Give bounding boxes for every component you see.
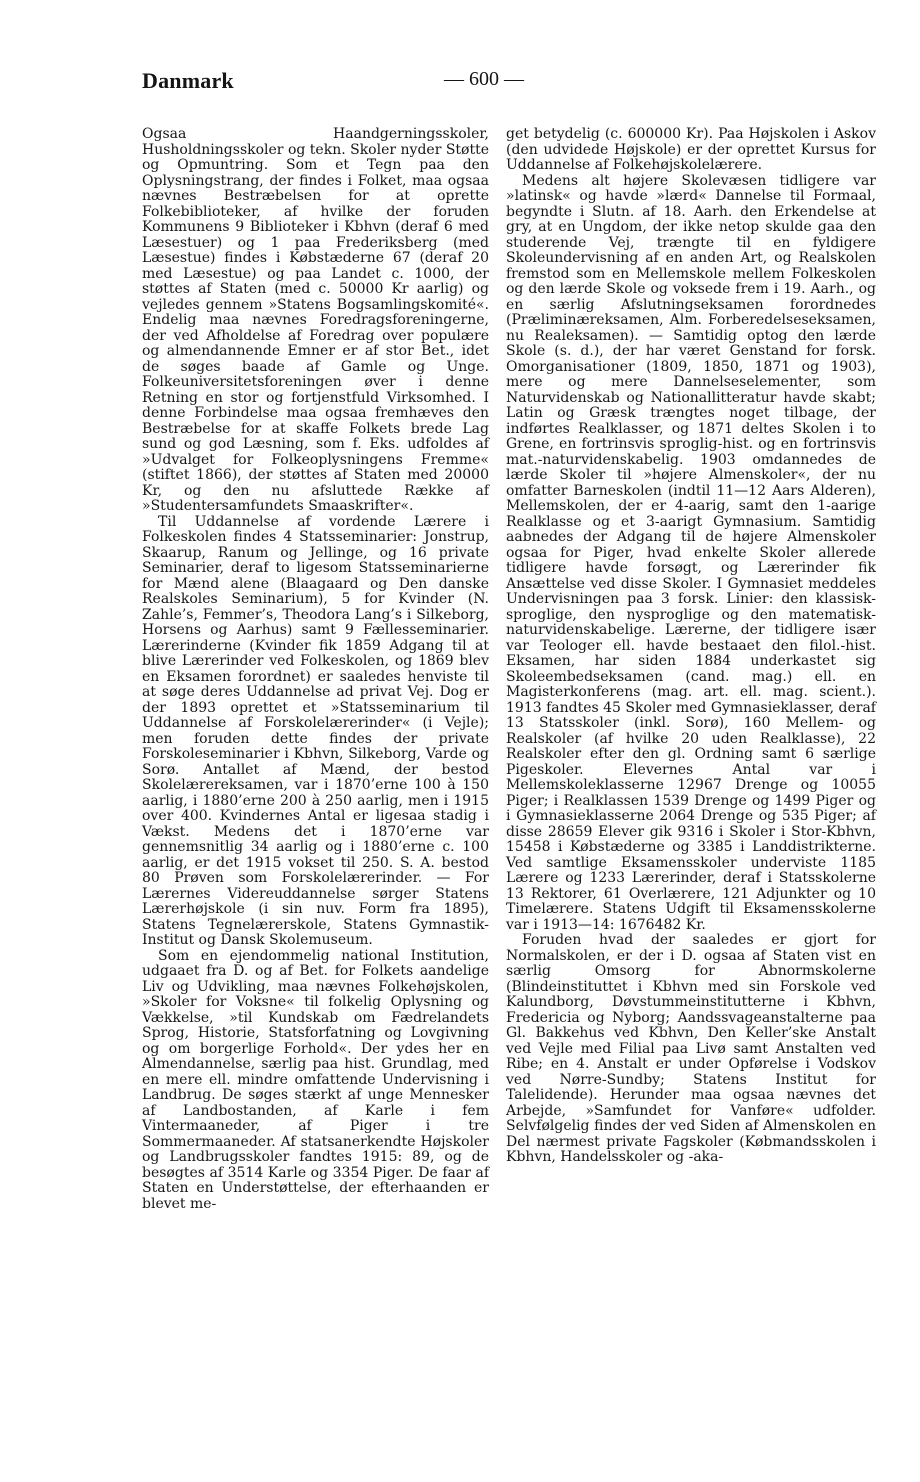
page-number: — 600 — [444, 68, 524, 90]
right-paragraph-2: Medens alt højere Skolevæsen tidligere var »latinsk« og havde »lærd« Dannelse til Formaal, begyndte i Slutn. af 18. Aarh. den Erkendelse at gry, at en Ungdom, der ikke netop skulde gaa den studerende Vej, trængte til en fyldigere Skoleundervisning af en anden Art, og Realskolen fremstod som en Mellemskole mellem Folkeskolen og den lærde Skole og voksede frem i 19. Aarh., og en særlig Afslutningseksamen forordnedes (Præliminæreksamen, Alm. Forberedelseseksamen, nu Realeksamen). — Samtidig optog den lærde Skole (s. d.), der har været Genstand for forsk. Omorganisationer (1809, 1850, 1871 og 1903), mere og mere Dannelseselementer, som Naturvidenskab og Nationallitteratur havde skabt; Latin og Græsk trængtes noget tilbage, der indførtes Realklasser, og 1871 deltes Skolen i to Grene, en fortrinsvis sproglig-hist. og en fortrinsvis mat.-naturvidenskabelig. 1903 omdannedes de lærde Skoler til »højere Almenskoler«, der nu omfatter Barneskolen (indtil 11—12 Aars Alderen), Mellemskolen, der er 4-aarig, samt den 1-aarige Realklasse og et 3-aarigt Gymnasium. Samtidig aabnedes der Adgang til de højere Almenskoler ogsaa for Piger, hvad enkelte Skoler allerede tidligere havde forsøgt, og Lærerinder fik Ansættelse ved disse Skoler. I Gymnasiet meddeles Undervisningen paa 3 forsk. Linier: den klassisk-sproglige, den nysproglige og den matematisk-naturvidenskabelige. Lærerne, der tidligere især var Teologer ell. havde bestaaet den filol.-hist. Eksamen, har siden 1884 underkastet sig Skoleembedseksamen (cand. mag.) ell. en Magisterkonferens (mag. art. ell. mag. scient.). 1913 fandtes 45 Skoler med Gymnasieklasser, deraf 13 Statsskoler (inkl. Sorø), 160 Mellem- og Realskoler (af hvilke 20 uden Realklasse), 22 Realskoler efter den gl. Ordning samt 6 særlige Pigeskoler. Elevernes Antal var i Mellemskoleklasserne 12967 Drenge og 10055 Piger; i Realklassen 1539 Drenge og 1499 Piger og i Gymnasieklasserne 2064 Drenge og 535 Piger; af disse 28659 Elever gik 9316 i Skoler i Stor-Kbhvn, 15458 i Købstæderne og 3385 i Landdistrikterne. Ved samtlige Eksamensskoler underviste 1185 Lærere og 1233 Lærerinder, deraf i Statsskolerne 13 Rektorer, 61 Overlærere, 121 Adjunkter og 10 Timelærere. Statens Udgift til Eksamensskolerne var i 1913—14: 1676482 Kr. [506, 172, 876, 933]
right-paragraph-1: get betydelig (c. 600000 Kr). Paa Højskolen i Askov (den udvidede Højskole) er der oprettet Kursus for Uddannelse af Folkehøjskolelærere. [506, 126, 876, 173]
right-paragraph-3: Foruden hvad der saaledes er gjort for Normalskolen, er der i D. ogsaa af Staten vist en særlig Omsorg for Abnormskolerne (Blindeinstituttet i Kbhvn med sin Forskole ved Kalundborg, Døvstummeinstitutterne i Kbhvn, Fredericia og Nyborg; Aandssvageanstalterne paa Gl. Bakkehus ved Kbhvn, Den Keller’ske Anstalt ved Vejle med Filial paa Livø samt Anstalten ved Ribe; en 4. Anstalt er under Opførelse i Vodskov ved Nørre-Sundby; Statens Institut for Talelidende). Herunder maa ogsaa nævnes det Arbejde, »Samfundet for Vanføre« udfolder. Selvfølgelig findes der ved Siden af Almenskolen en Del nærmest private Fagskoler (Købmandsskolen i Kbhvn, Handelsskoler og -aka- [506, 932, 876, 1165]
page-header [142, 68, 882, 98]
right-column [506, 127, 876, 1166]
left-column [142, 127, 489, 1212]
left-paragraph-2: Til Uddannelse af vordende Lærere i Folkeskolen findes 4 Statsseminarier: Jonstrup, Skaarup, Ranum og Jellinge, og 16 private Seminarier, deraf to ligesom Statsseminarierne for Mænd alene (Blaagaard og Den danske Realskoles Seminarium), 5 for Kvinder (N. Zahle’s, Femmer’s, Theodora Lang’s i Silkeborg, Horsens og Aarhus) samt 9 Fællesseminarier. Lærerinderne (Kvinder fik 1859 Adgang til at blive Lærerinder ved Folkeskolen, og 1869 blev en Eksamen forordnet) er saaledes henviste til at søge deres Uddannelse ad privat Vej. Dog er der 1893 oprettet et »Statsseminarium til Uddannelse af Forskolelærerinder« (i Vejle); men foruden dette findes der private Forskoleseminarier i Kbhvn, Silkeborg, Varde og Sorø. Antallet af Mænd, der bestod Skolelærereksamen, var i 1870’erne 100 à 150 aarlig, i 1880’erne 200 à 250 aarlig, men i 1915 over 400. Kvindernes Antal er ligesaa stadig i Vækst. Medens det i 1870’erne var gennemsnitlig 34 aarlig og i 1880’erne c. 100 aarlig, er det 1915 vokset til 250. S. A. bestod 80 Prøven som Forskolelærerinder. — For Lærernes Videreuddannelse sørger Statens Lærerhøjskole (i sin nuv. Form fra 1895), Statens Tegnelærerskole, Statens Gymnastik-Institut og Dansk Skolemuseum. [142, 513, 489, 948]
page-title: Danmark [142, 68, 234, 93]
left-paragraph-3: Som en ejendommelig national Institution, udgaaet fra D. og af Bet. for Folkets aandelige Liv og Udvikling, maa nævnes Folkehøjskolen, »Skoler for Voksne« til folkelig Oplysning og Vækkelse, »til Kundskab om Fædrelandets Sprog, Historie, Statsforfatning og Lovgivning og om borgerlige Forhold«. Der ydes her en Almendannelse, særlig paa hist. Grundlag, med en mere ell. mindre omfattende Undervisning i Landbrug. De søges stærkt af unge Mennesker af Landbostanden, af Karle i fem Vintermaaneder, af Piger i tre Sommermaaneder. Af statsanerkendte Højskoler og Landbrugsskoler fandtes 1915: 89, og de besøgtes af 3514 Karle og 3354 Piger. De faar af Staten en Understøttelse, der efterhaanden er blevet me- [142, 947, 489, 1212]
column-divider [498, 128, 499, 1358]
left-paragraph-1: Ogsaa Haandgerningsskoler, Husholdningsskoler og tekn. Skoler nyder Støtte og Opmuntring. Som et Tegn paa den Oplysningstrang, der findes i Folket, maa ogsaa nævnes Bestræbelsen for at oprette Folkebiblioteker, af hvilke der foruden Kommunens 9 Biblioteker i Kbhvn (deraf 6 med Læsestuer) og 1 paa Frederiksberg (med Læsestue) findes i Købstæderne 67 (deraf 20 med Læsestue) og paa Landet c. 1000, der støttes af Staten (med c. 50000 Kr aarlig) og vejledes gennem »Statens Bogsamlingskomité«. Endelig maa nævnes Foredragsforeningerne, der ved Afholdelse af Foredrag over populære og almendannende Emner er af stor Bet., idet de søges baade af Gamle og Unge. Folkeuniversitetsforeningen øver i denne Retning en stor og fortjenstfuld Virksomhed. I denne Forbindelse maa ogsaa fremhæves den Bestræbelse for at skaffe Folkets brede Lag sund og god Læsning, som f. Eks. udfoldes af »Udvalget for Folkeoplysningens Fremme« (stiftet 1866), der støttes af Staten med 20000 Kr, og den nu afsluttede Række af »Studentersamfundets Smaaskrifter«. [142, 126, 490, 514]
